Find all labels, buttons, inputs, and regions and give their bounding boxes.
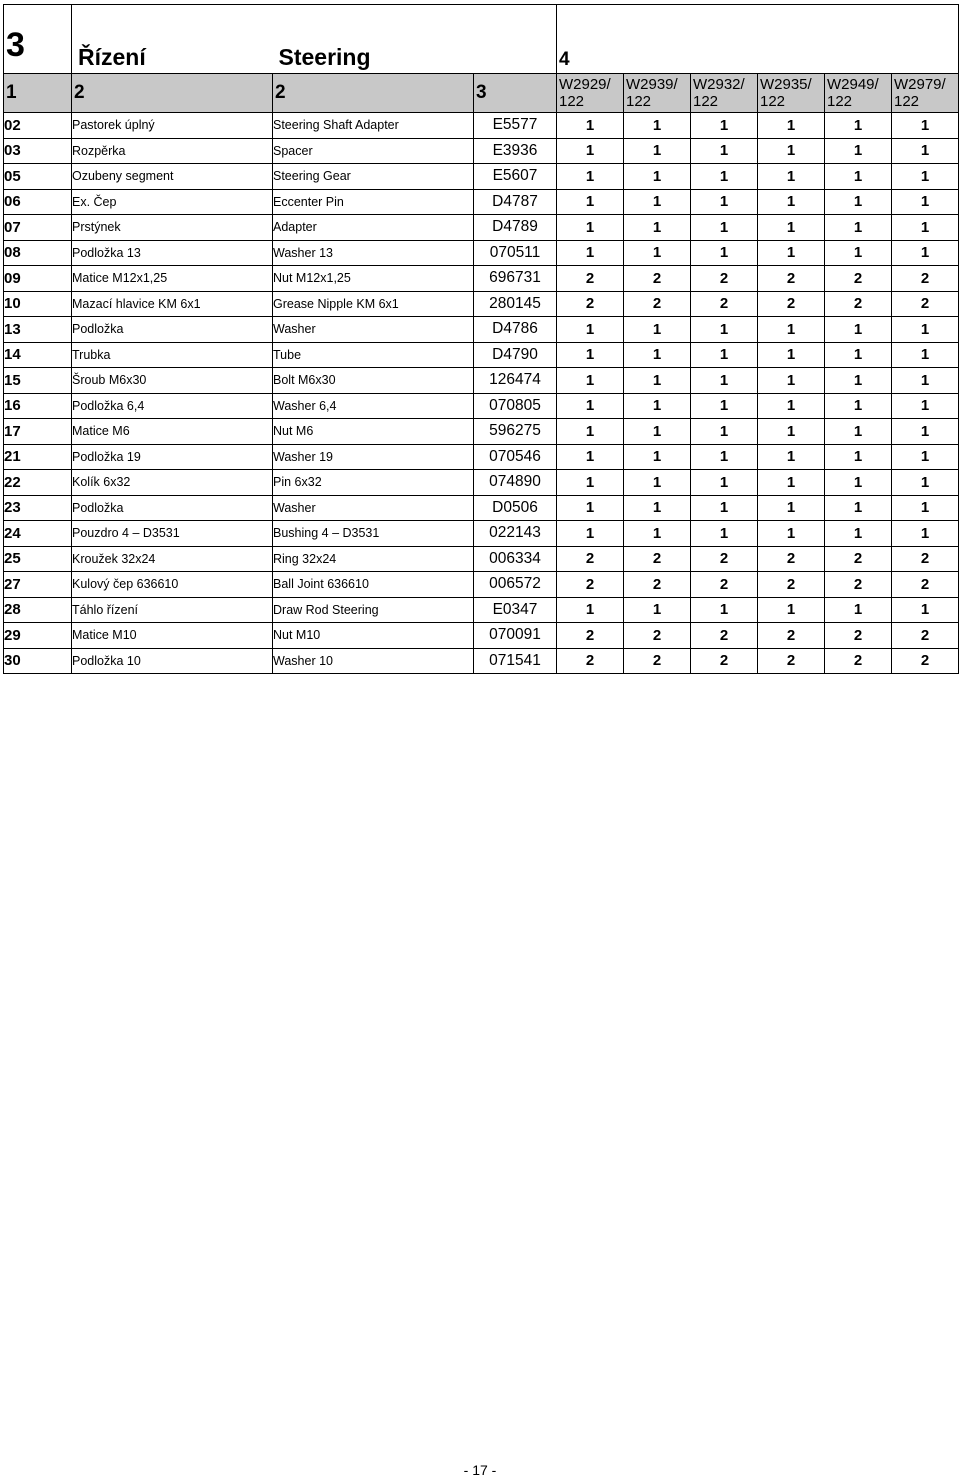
table-row	[4, 597, 959, 623]
part-position: 24	[4, 521, 72, 547]
table-row	[4, 189, 959, 215]
col-header-model: W2935/ 122	[758, 74, 825, 113]
part-name-en: Ring 32x24	[273, 546, 474, 572]
table-row	[4, 164, 959, 190]
part-name-en: Grease Nipple KM 6x1	[273, 291, 474, 317]
part-quantity: 2	[691, 266, 758, 292]
table-row	[4, 215, 959, 241]
part-quantity: 1	[557, 240, 624, 266]
part-quantity: 1	[825, 342, 892, 368]
part-quantity: 1	[624, 495, 691, 521]
table-row	[4, 521, 959, 547]
part-name-en: Washer 6,4	[273, 393, 474, 419]
part-quantity: 1	[624, 444, 691, 470]
table-row	[4, 291, 959, 317]
part-quantity: 1	[624, 113, 691, 139]
part-name-cz: Podložka 13	[72, 240, 273, 266]
part-quantity: 1	[557, 164, 624, 190]
part-quantity: 1	[758, 215, 825, 241]
part-quantity: 1	[825, 393, 892, 419]
part-code: D0506	[474, 495, 557, 521]
part-position: 27	[4, 572, 72, 598]
part-quantity: 1	[557, 444, 624, 470]
col-header-code: 3	[474, 74, 557, 113]
col-header-model: W2932/ 122	[691, 74, 758, 113]
part-quantity: 1	[691, 113, 758, 139]
part-name-cz: Táhlo řízení	[72, 597, 273, 623]
part-position: 16	[4, 393, 72, 419]
part-quantity: 1	[758, 495, 825, 521]
part-quantity: 2	[691, 546, 758, 572]
col-header-model: W2949/ 122	[825, 74, 892, 113]
part-position: 28	[4, 597, 72, 623]
part-quantity: 2	[758, 648, 825, 674]
table-row	[4, 623, 959, 649]
part-quantity: 1	[825, 215, 892, 241]
part-quantity: 1	[892, 189, 959, 215]
part-code: E5577	[474, 113, 557, 139]
part-quantity: 1	[624, 240, 691, 266]
part-code: 070091	[474, 623, 557, 649]
col-header-model: W2929/ 122	[557, 74, 624, 113]
part-quantity: 2	[691, 623, 758, 649]
part-quantity: 2	[825, 291, 892, 317]
part-position: 07	[4, 215, 72, 241]
col-header-name-cz: 2	[72, 74, 273, 113]
part-position: 29	[4, 623, 72, 649]
part-quantity: 1	[691, 521, 758, 547]
part-position: 06	[4, 189, 72, 215]
part-quantity: 1	[825, 113, 892, 139]
part-quantity: 1	[758, 419, 825, 445]
part-name-en: Nut M12x1,25	[273, 266, 474, 292]
part-quantity: 1	[758, 368, 825, 394]
part-quantity: 1	[892, 317, 959, 343]
part-quantity: 1	[892, 240, 959, 266]
part-quantity: 1	[691, 164, 758, 190]
section-title-cz: Řízení	[72, 5, 273, 74]
part-quantity: 1	[557, 317, 624, 343]
part-quantity: 2	[825, 623, 892, 649]
part-quantity: 1	[892, 164, 959, 190]
part-quantity: 2	[624, 648, 691, 674]
part-name-en: Spacer	[273, 138, 474, 164]
part-quantity: 1	[624, 597, 691, 623]
table-row	[4, 444, 959, 470]
section-title-en: Steering	[273, 5, 474, 74]
part-quantity: 1	[691, 597, 758, 623]
part-position: 23	[4, 495, 72, 521]
part-quantity: 2	[557, 546, 624, 572]
parts-table	[3, 4, 959, 674]
part-quantity: 1	[825, 495, 892, 521]
table-row	[4, 368, 959, 394]
part-quantity: 1	[892, 368, 959, 394]
table-row	[4, 317, 959, 343]
part-quantity: 2	[691, 572, 758, 598]
part-position: 30	[4, 648, 72, 674]
table-row	[4, 113, 959, 139]
table-row	[4, 495, 959, 521]
part-name-en: Steering Shaft Adapter	[273, 113, 474, 139]
table-row	[4, 572, 959, 598]
part-quantity: 1	[557, 138, 624, 164]
title-spacer	[474, 5, 557, 74]
part-name-en: Tube	[273, 342, 474, 368]
part-quantity: 1	[892, 393, 959, 419]
part-quantity: 2	[758, 266, 825, 292]
part-name-en: Bolt M6x30	[273, 368, 474, 394]
part-quantity: 2	[758, 291, 825, 317]
part-quantity: 2	[557, 648, 624, 674]
part-name-en: Washer 10	[273, 648, 474, 674]
part-quantity: 1	[691, 470, 758, 496]
part-name-en: Nut M10	[273, 623, 474, 649]
part-name-cz: Rozpěrka	[72, 138, 273, 164]
part-quantity: 1	[691, 444, 758, 470]
table-row	[4, 546, 959, 572]
part-code: 126474	[474, 368, 557, 394]
part-name-en: Nut M6	[273, 419, 474, 445]
part-code: E5607	[474, 164, 557, 190]
part-quantity: 1	[691, 393, 758, 419]
table-row	[4, 419, 959, 445]
part-code: 696731	[474, 266, 557, 292]
part-name-cz: Matice M10	[72, 623, 273, 649]
part-quantity: 1	[557, 113, 624, 139]
part-quantity: 2	[892, 546, 959, 572]
part-code: D4786	[474, 317, 557, 343]
part-name-cz: Podložka 19	[72, 444, 273, 470]
part-quantity: 1	[892, 342, 959, 368]
part-quantity: 1	[691, 215, 758, 241]
part-name-cz: Podložka 10	[72, 648, 273, 674]
part-quantity: 1	[691, 419, 758, 445]
part-quantity: 1	[825, 470, 892, 496]
part-quantity: 1	[557, 419, 624, 445]
part-quantity: 1	[557, 495, 624, 521]
part-quantity: 2	[758, 623, 825, 649]
part-quantity: 2	[825, 546, 892, 572]
part-quantity: 2	[624, 572, 691, 598]
part-quantity: 2	[892, 572, 959, 598]
part-quantity: 1	[892, 597, 959, 623]
part-quantity: 1	[825, 240, 892, 266]
part-code: 070511	[474, 240, 557, 266]
part-quantity: 1	[892, 138, 959, 164]
part-code: 280145	[474, 291, 557, 317]
part-quantity: 1	[557, 215, 624, 241]
part-position: 22	[4, 470, 72, 496]
part-name-en: Steering Gear	[273, 164, 474, 190]
part-position: 21	[4, 444, 72, 470]
part-quantity: 2	[825, 266, 892, 292]
part-quantity: 1	[825, 317, 892, 343]
part-name-en: Bushing 4 – D3531	[273, 521, 474, 547]
part-quantity: 2	[691, 291, 758, 317]
part-quantity: 2	[825, 648, 892, 674]
part-code: D4787	[474, 189, 557, 215]
part-name-cz: Pouzdro 4 – D3531	[72, 521, 273, 547]
part-code: E0347	[474, 597, 557, 623]
part-name-cz: Kroužek 32x24	[72, 546, 273, 572]
part-code: E3936	[474, 138, 557, 164]
part-quantity: 1	[758, 597, 825, 623]
part-quantity: 1	[825, 521, 892, 547]
table-row	[4, 240, 959, 266]
part-quantity: 1	[624, 368, 691, 394]
part-name-cz: Šroub M6x30	[72, 368, 273, 394]
part-name-cz: Mazací hlavice KM 6x1	[72, 291, 273, 317]
part-quantity: 2	[624, 546, 691, 572]
part-quantity: 1	[691, 240, 758, 266]
part-quantity: 1	[825, 164, 892, 190]
part-code: 071541	[474, 648, 557, 674]
part-quantity: 1	[758, 189, 825, 215]
part-quantity: 1	[758, 138, 825, 164]
part-code: 070805	[474, 393, 557, 419]
part-quantity: 1	[624, 164, 691, 190]
col-header-pos: 1	[4, 74, 72, 113]
part-quantity: 1	[624, 393, 691, 419]
part-quantity: 2	[691, 648, 758, 674]
part-position: 02	[4, 113, 72, 139]
part-quantity: 1	[892, 215, 959, 241]
part-quantity: 1	[758, 470, 825, 496]
part-code: 006334	[474, 546, 557, 572]
part-position: 13	[4, 317, 72, 343]
part-quantity: 1	[758, 444, 825, 470]
part-name-en: Adapter	[273, 215, 474, 241]
part-quantity: 2	[892, 648, 959, 674]
part-quantity: 1	[825, 368, 892, 394]
part-quantity: 2	[758, 572, 825, 598]
part-quantity: 1	[758, 521, 825, 547]
part-quantity: 1	[624, 419, 691, 445]
part-code: 070546	[474, 444, 557, 470]
title-row	[4, 5, 959, 74]
header-row	[4, 74, 959, 113]
part-name-cz: Podložka 6,4	[72, 393, 273, 419]
part-quantity: 1	[557, 470, 624, 496]
part-position: 03	[4, 138, 72, 164]
table-row	[4, 138, 959, 164]
part-position: 15	[4, 368, 72, 394]
part-name-cz: Podložka	[72, 317, 273, 343]
part-quantity: 1	[892, 521, 959, 547]
part-quantity: 1	[892, 470, 959, 496]
part-position: 10	[4, 291, 72, 317]
part-quantity: 1	[624, 215, 691, 241]
part-name-en: Draw Rod Steering	[273, 597, 474, 623]
part-quantity: 2	[892, 623, 959, 649]
section-number: 3	[4, 5, 72, 74]
part-quantity: 1	[825, 419, 892, 445]
part-quantity: 1	[557, 342, 624, 368]
part-name-cz: Ex. Čep	[72, 189, 273, 215]
col-header-model: W2979/ 122	[892, 74, 959, 113]
part-quantity: 1	[557, 393, 624, 419]
part-quantity: 1	[557, 368, 624, 394]
part-name-en: Washer	[273, 495, 474, 521]
part-name-cz: Matice M6	[72, 419, 273, 445]
part-quantity: 2	[557, 572, 624, 598]
part-name-en: Eccenter Pin	[273, 189, 474, 215]
part-quantity: 1	[758, 393, 825, 419]
part-quantity: 2	[557, 623, 624, 649]
part-quantity: 1	[758, 113, 825, 139]
part-quantity: 1	[691, 495, 758, 521]
part-code: D4790	[474, 342, 557, 368]
page-number: - 17 -	[463, 1462, 497, 1478]
part-quantity: 1	[892, 444, 959, 470]
part-quantity: 2	[557, 266, 624, 292]
part-quantity: 2	[758, 546, 825, 572]
part-code: 006572	[474, 572, 557, 598]
part-name-cz: Matice M12x1,25	[72, 266, 273, 292]
part-quantity: 1	[557, 597, 624, 623]
part-quantity: 1	[825, 444, 892, 470]
table-row	[4, 393, 959, 419]
part-quantity: 1	[624, 317, 691, 343]
part-position: 17	[4, 419, 72, 445]
part-quantity: 1	[624, 470, 691, 496]
part-quantity: 1	[758, 342, 825, 368]
part-quantity: 1	[691, 368, 758, 394]
part-position: 25	[4, 546, 72, 572]
part-name-en: Washer 13	[273, 240, 474, 266]
part-quantity: 2	[624, 291, 691, 317]
part-name-en: Ball Joint 636610	[273, 572, 474, 598]
part-position: 14	[4, 342, 72, 368]
part-name-cz: Prstýnek	[72, 215, 273, 241]
part-quantity: 2	[624, 266, 691, 292]
part-name-cz: Kolík 6x32	[72, 470, 273, 496]
part-code: 596275	[474, 419, 557, 445]
part-quantity: 1	[557, 521, 624, 547]
part-position: 09	[4, 266, 72, 292]
part-quantity: 2	[892, 291, 959, 317]
part-quantity: 1	[892, 419, 959, 445]
part-name-cz: Podložka	[72, 495, 273, 521]
part-name-cz: Ozubeny segment	[72, 164, 273, 190]
part-name-en: Pin 6x32	[273, 470, 474, 496]
part-quantity: 2	[624, 623, 691, 649]
table-row	[4, 342, 959, 368]
col-header-name-en: 2	[273, 74, 474, 113]
part-name-cz: Kulový čep 636610	[72, 572, 273, 598]
part-name-en: Washer	[273, 317, 474, 343]
part-quantity: 2	[892, 266, 959, 292]
part-quantity: 1	[624, 342, 691, 368]
part-quantity: 1	[758, 240, 825, 266]
part-quantity: 1	[758, 164, 825, 190]
part-quantity: 1	[892, 113, 959, 139]
part-code: 022143	[474, 521, 557, 547]
part-name-cz: Trubka	[72, 342, 273, 368]
part-quantity: 2	[557, 291, 624, 317]
table-row	[4, 648, 959, 674]
table-row	[4, 266, 959, 292]
part-quantity: 1	[825, 138, 892, 164]
part-quantity: 1	[691, 138, 758, 164]
part-quantity: 1	[892, 495, 959, 521]
quantity-group-label: 4	[557, 5, 624, 74]
part-quantity: 1	[825, 597, 892, 623]
part-quantity: 1	[825, 189, 892, 215]
part-quantity: 1	[691, 317, 758, 343]
part-quantity: 1	[624, 189, 691, 215]
table-row	[4, 470, 959, 496]
part-position: 08	[4, 240, 72, 266]
quantity-group-fill	[624, 5, 959, 74]
part-position: 05	[4, 164, 72, 190]
part-code: 074890	[474, 470, 557, 496]
part-quantity: 1	[557, 189, 624, 215]
part-quantity: 1	[758, 317, 825, 343]
col-header-model: W2939/ 122	[624, 74, 691, 113]
part-name-cz: Pastorek úplný	[72, 113, 273, 139]
part-quantity: 1	[624, 138, 691, 164]
part-quantity: 1	[691, 189, 758, 215]
part-quantity: 1	[624, 521, 691, 547]
part-quantity: 2	[825, 572, 892, 598]
part-quantity: 1	[691, 342, 758, 368]
part-name-en: Washer 19	[273, 444, 474, 470]
part-code: D4789	[474, 215, 557, 241]
